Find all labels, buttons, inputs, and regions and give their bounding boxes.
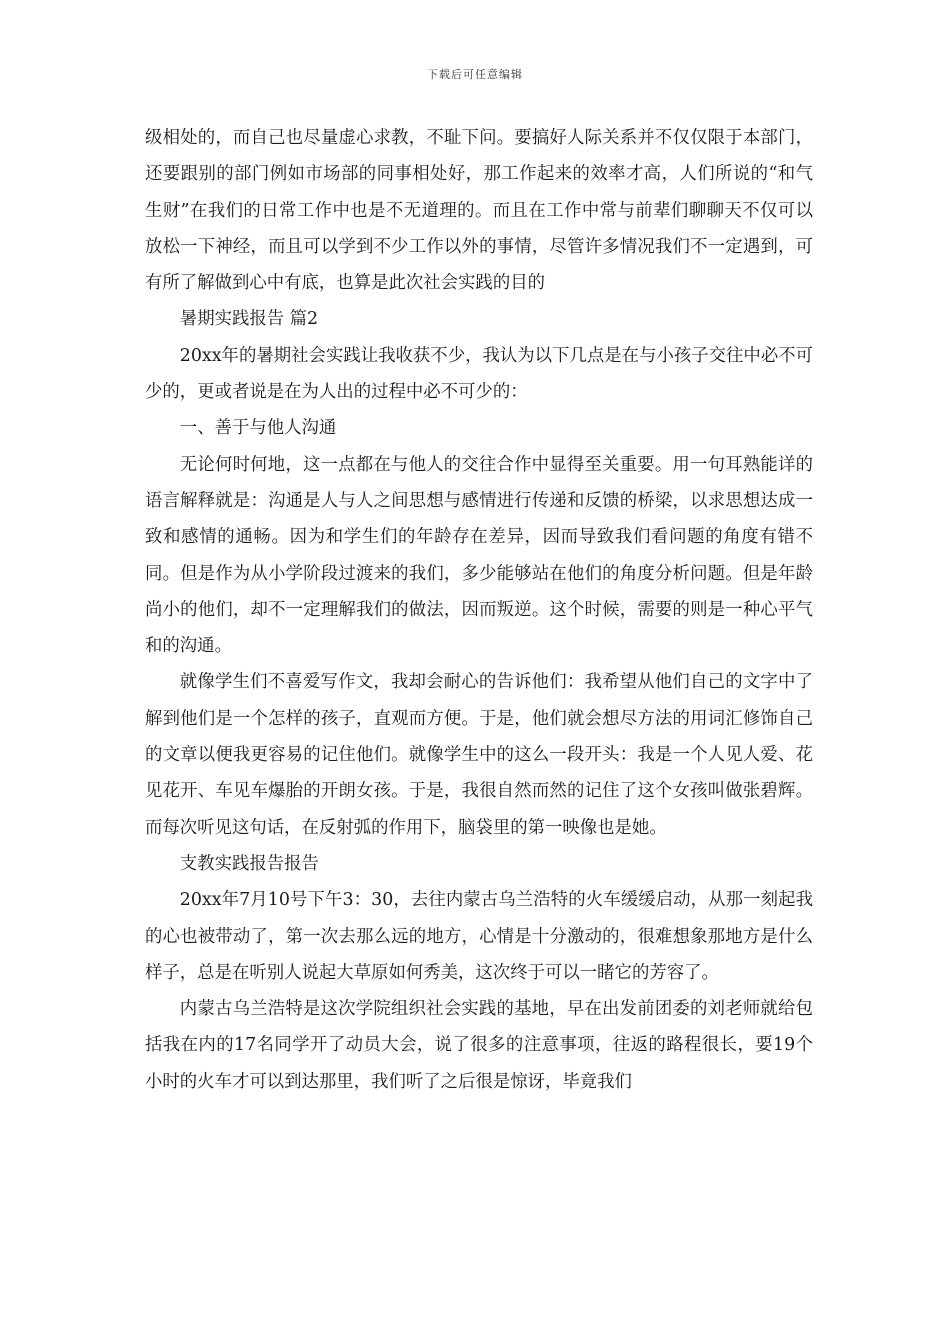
paragraph: 20xx年的暑期社会实践让我收获不少，我认为以下几点是在与小孩子交往中必不可少的，更或者说是在为人出的过程中必不可少的： bbox=[145, 345, 813, 403]
paragraph: 就像学生们不喜爱写作文，我却会耐心的告诉他们：我希望从他们自己的文字中了解到他们是一个怎样的孩子，直观而方便。于是，他们就会想尽方法的用词汇修饰自己的文章以便我更容易的记住他们。就像学生中的这么一段开头：我是一个人见人爱、花见花开、车见车爆胎的开朗女孩。于是，我很自然而然的记住了这个女孩叫做张碧辉。而每次听见这句话，在反射弧的作用下，脑袋里的第一映像也是她。 bbox=[145, 672, 813, 838]
paragraph: 20xx年7月10号下午3：30，去往内蒙古乌兰浩特的火车缓缓启动，从那一刻起我的心也被带动了，第一次去那么远的地方，心情是十分激动的，很难想象那地方是什么样子，总是在听别人说起大草原如何秀美，这次终于可以一睹它的芳容了。 bbox=[145, 890, 813, 983]
document-body bbox=[145, 120, 813, 1100]
section-heading-report-2: 暑期实践报告 篇2 bbox=[179, 309, 319, 330]
paragraph: 无论何时何地，这一点都在与他人的交往合作中显得至关重要。用一句耳熟能详的语言解释就是：沟通是人与人之间思想与感情进行传递和反馈的桥梁，以求思想达成一致和感情的通畅。因为和学生们的年龄存在差异，因而导致我们看问题的角度有错不同。但是作为从小学阶段过渡来的我们，多少能够站在他们的角度分析问题。但是年龄尚小的他们，却不一定理解我们的做法，因而叛逆。这个时候，需要的则是一种心平气和的沟通。 bbox=[145, 454, 813, 657]
paragraph-continuation: 级相处的，而自己也尽量虚心求教，不耻下问。要搞好人际关系并不仅仅限于本部门，还要跟别的部门例如市场部的同事相处好，那工作起来的效率才高，人们所说的“和气生财”在我们的日常工作中也是不无道理的。而且在工作中常与前辈们聊聊天不仅可以放松一下神经，而且可以学到不少工作以外的事情，尽管许多情况我们不一定遇到，可有所了解做到心中有底，也算是此次社会实践的目的 bbox=[145, 128, 813, 294]
section-heading-teaching-report: 支教实践报告报告 bbox=[179, 853, 319, 874]
section-heading-communication: 一、善于与他人沟通 bbox=[179, 418, 337, 439]
paragraph: 内蒙古乌兰浩特是这次学院组织社会实践的基地，早在出发前团委的刘老师就给包括我在内的17名同学开了动员大会，说了很多的注意事项，往返的路程很长，要19个小时的火车才可以到达那里，我们听了之后很是惊讶，毕竟我们 bbox=[145, 999, 813, 1092]
page-header: 下载后可任意编辑 bbox=[427, 68, 523, 81]
